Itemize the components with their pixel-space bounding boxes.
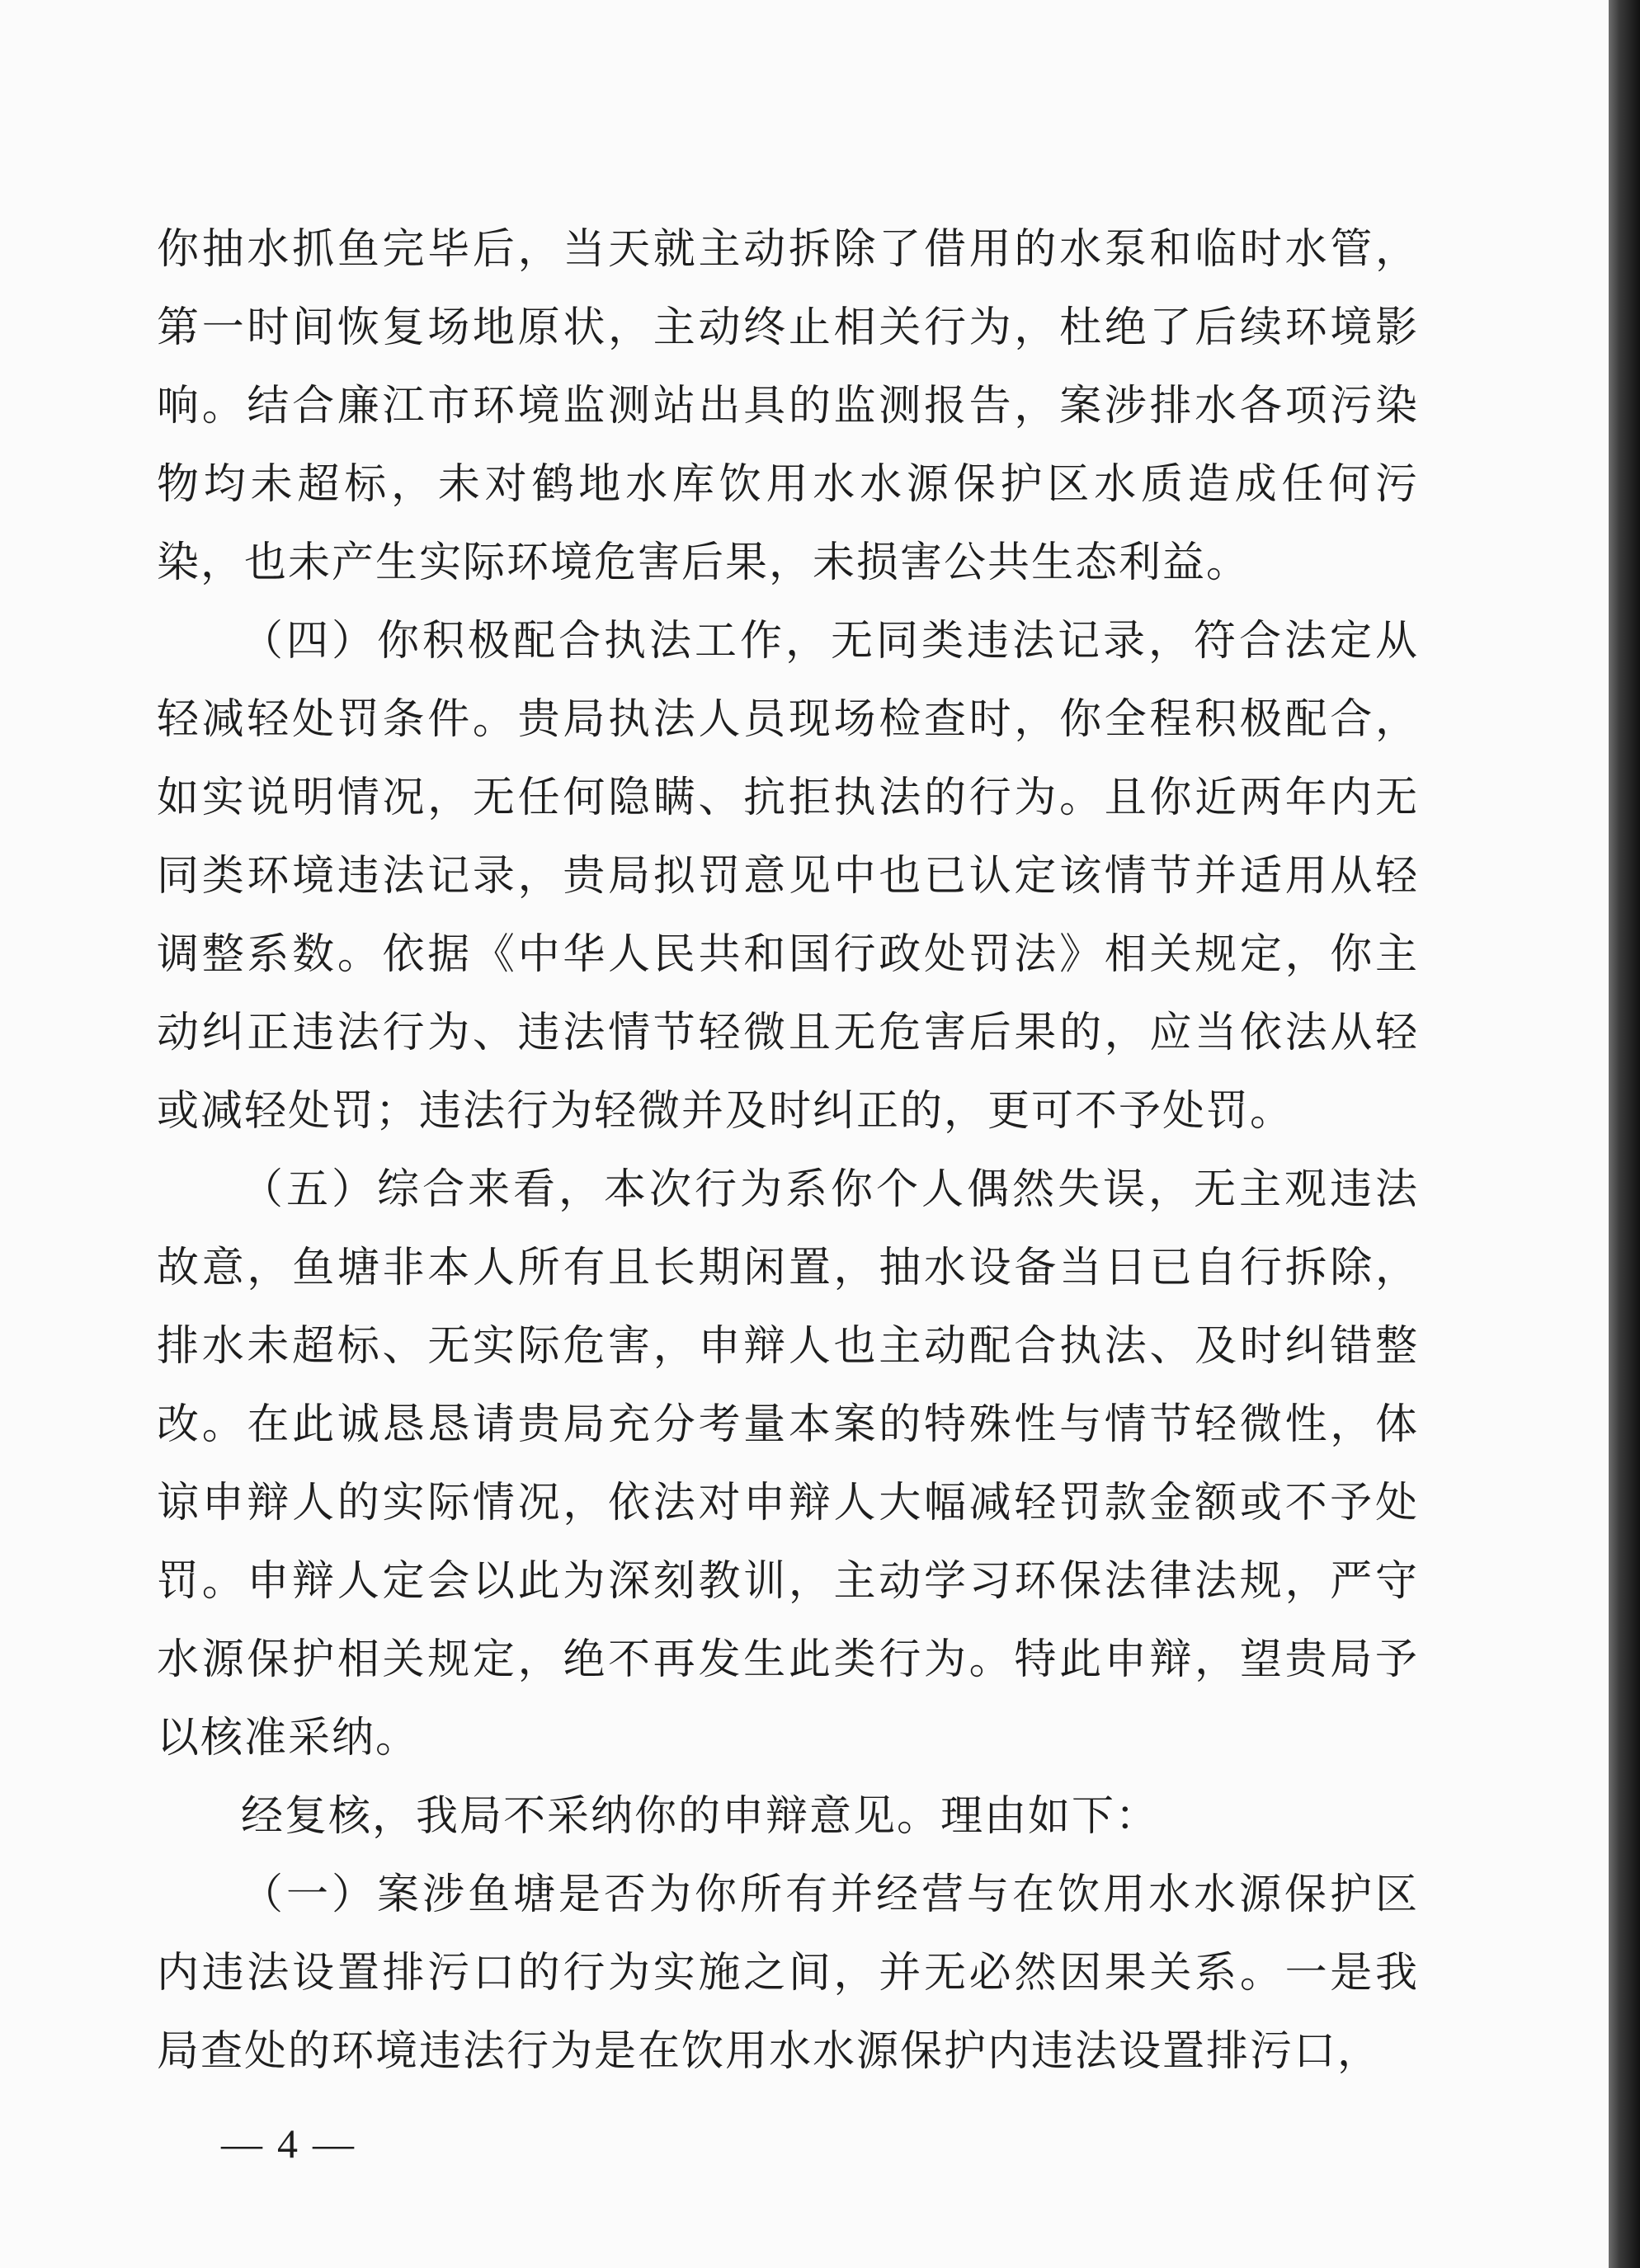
paragraph-1: 你抽水抓鱼完毕后，当天就主动拆除了借用的水泵和临时水管，第一时间恢复场地原状，主动终止相关行为，杜绝了后续环境影响。结合廉江市环境监测站出具的监测报告，案涉排水各项污染物均未超标，未对鹤地水库饮用水水源保护区水质造成任何污染，也未产生实际环境危害后果，未损害公共生态利益。 [157,225,1419,587]
scan-edge-shadow [1609,0,1640,2268]
page-number: 4 [277,2120,298,2167]
paragraph-5: （一）案涉鱼塘是否为你所有并经营与在饮用水水源保护区内违法设置排污口的行为实施之间，并无必然因果关系。一是我局查处的环境违法行为是在饮用水水源保护内违法设置排污口， [157,1870,1419,2076]
page-dash-right: — [313,2120,354,2167]
page-footer [206,2120,369,2167]
paragraph-3: （五）综合来看，本次行为系你个人偶然失误，无主观违法故意，鱼塘非本人所有且长期闲置，抽水设备当日已自行拆除，排水未超标、无实际危害，申辩人也主动配合执法、及时纠错整改。在此诚恳恳请贵局充分考量本案的特殊性与情节轻微性，体谅申辩人的实际情况，依法对申辩人大幅减轻罚款金额或不予处罚。申辩人定会以此为深刻教训，主动学习环保法律法规，严守水源保护相关规定，绝不再发生此类行为。特此申辩，望贵局予以核准采纳。 [157,1165,1419,1762]
document-body [157,210,1419,2091]
paragraph-4: 经复核，我局不采纳你的申辩意见。理由如下： [241,1792,1160,1841]
page-dash-left: — [221,2120,262,2167]
paragraph-2: （四）你积极配合执法工作，无同类违法记录，符合法定从轻减轻处罚条件。贵局执法人员现场检查时，你全程积极配合，如实说明情况，无任何隐瞒、抗拒执法的行为。且你近两年内无同类环境违法记录，贵局拟罚意见中也已认定该情节并适用从轻调整系数。依据《中华人民共和国行政处罚法》相关规定，你主动纠正违法行为、违法情节轻微且无危害后果的，应当依法从轻或减轻处罚；违法行为轻微并及时纠正的，更可不予处罚。 [157,617,1419,1136]
